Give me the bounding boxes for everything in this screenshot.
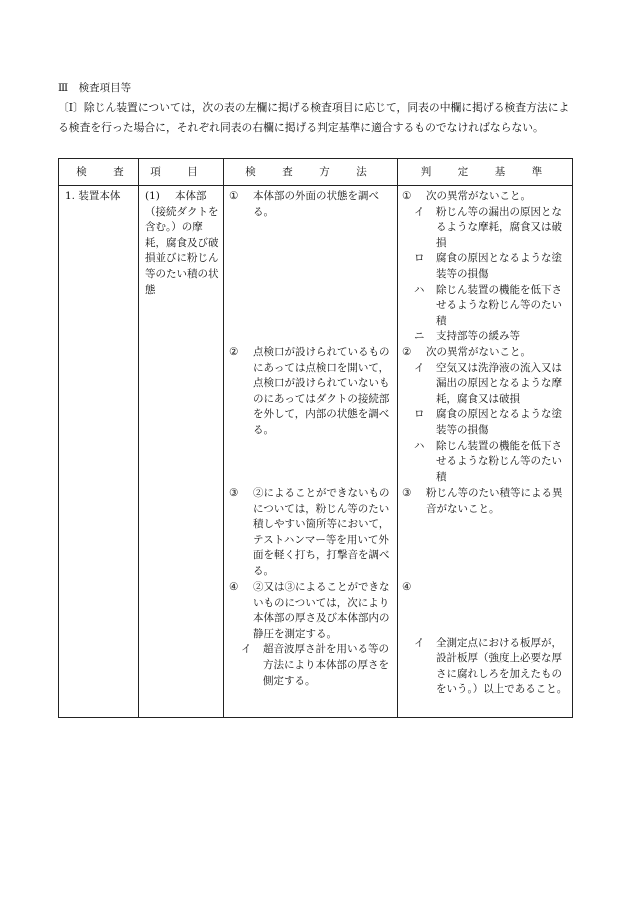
item-sub (145, 189, 219, 298)
inspection-table (58, 158, 573, 718)
criteria-1-sub-1-text: 粉じん等の漏出の原因となるような摩耗，腐食又は破損 (436, 205, 562, 249)
criteria-2-sub-1 (402, 361, 570, 408)
criteria-3-text: 粉じん等のたい積等による異音がないこと。 (426, 487, 563, 515)
section-heading: Ⅲ 検査項目等 (58, 82, 132, 94)
method-1-num: ① (229, 190, 239, 202)
criteria-4-sub-1 (402, 636, 570, 698)
item-main: 1. 装置本体 (65, 190, 121, 202)
criteria-4-num: ④ (402, 581, 412, 593)
header-divider (59, 185, 572, 186)
criteria-1-sub-2-mark: ロ (414, 252, 425, 265)
criteria-4-sub-1-mark: イ (414, 636, 425, 649)
criteria-2-sub-2 (402, 407, 570, 438)
criteria-4 (402, 580, 570, 698)
criteria-1-sub-3 (402, 283, 570, 330)
method-2-text: 点検口が設けられているものにあっては点検口を開いて，点検口が設けられていないものにあってはダクトの接続部を外して，内部の状態を調べる。 (253, 346, 390, 436)
criteria-3 (402, 486, 570, 517)
intro-text: 〔Ⅰ〕除じん装置については，次の表の左欄に掲げる検査項目に応じて，同表の中欄に掲げる検査方法による検査を行った場合に，それぞれ同表の右欄に掲げる判定基準に適合するものでなければならない。 (58, 101, 570, 134)
criteria-2-sub-1-mark: イ (414, 361, 425, 374)
header-item: 検 査 項 目 (76, 166, 206, 178)
col-divider-2 (397, 159, 398, 717)
criteria-2-sub-2-mark: ロ (414, 408, 425, 421)
criteria-4-sub-1-text: 全測定点における板厚が，設計板厚（強度上必要な厚さに腐れしろを加えたものをいう。）以上であること。 (436, 636, 568, 696)
method-4-num: ④ (229, 581, 239, 593)
header-criteria: 判 定 基 準 (420, 166, 551, 178)
criteria-2-sub-3 (402, 439, 570, 486)
method-2-num: ② (229, 346, 239, 358)
method-3-num: ③ (229, 487, 239, 499)
criteria-2-num: ② (402, 346, 412, 358)
method-4-sub-text: 超音波厚さ計を用いる等の方法により本体部の厚さを側定する。 (263, 643, 389, 687)
method-4-text: ②又は③によることができないものについては，次により本体部の厚さ及び本体部内の静圧を測定する。 (253, 581, 390, 640)
criteria-2-sub-1-text: 空気又は洗浄液の流入又は漏出の原因となるような摩耗，腐食又は破損 (436, 361, 562, 405)
criteria-1-num: ① (402, 190, 412, 202)
criteria-1 (402, 189, 570, 345)
criteria-2-sub-2-text: 腐食の原因となるような塗装等の損傷 (436, 408, 562, 436)
criteria-1-sub-3-mark: ハ (414, 283, 425, 296)
method-4-sub (229, 642, 391, 689)
intro-paragraph (58, 98, 578, 138)
method-4 (229, 580, 391, 689)
method-1 (229, 189, 391, 220)
criteria-1-sub-1 (402, 205, 570, 252)
col-divider-1 (223, 159, 224, 717)
criteria-1-sub-4-text: 支持部等の緩み等 (436, 330, 520, 343)
item-sub-number: (1) (145, 190, 160, 202)
criteria-1-sub-1-mark: イ (414, 205, 425, 218)
item-sub-text: 本体部（接続ダクトを含む。）の摩耗，腐食及び破損並びに粉じん等のたい積の状態 (145, 190, 219, 296)
criteria-2-sub-3-mark: ハ (414, 439, 425, 452)
criteria-3-num: ③ (402, 487, 412, 499)
method-2 (229, 345, 391, 439)
method-3-text: ②によることができないものについては，粉じん等のたい積しやすい箇所等において，テストハンマー等を用いて外面を軽く打ち，打撃音を調べる。 (253, 487, 390, 577)
criteria-2-sub-3-text: 除じん装置の機能を低下させるような粉じん等のたい積 (436, 439, 562, 483)
method-1-text: 本体部の外面の状態を調べる。 (253, 190, 379, 218)
col-divider-1a (138, 159, 139, 717)
criteria-1-sub-3-text: 除じん装置の機能を低下させるような粉じん等のたい積 (436, 283, 562, 327)
criteria-1-sub-4-mark: ニ (414, 330, 425, 343)
method-4-sub-mark: イ (241, 643, 252, 656)
method-3 (229, 486, 391, 580)
criteria-1-sub-4 (402, 329, 570, 345)
criteria-2-text: 次の異常がないこと。 (426, 346, 531, 358)
criteria-1-sub-2 (402, 251, 570, 282)
criteria-2 (402, 345, 570, 485)
header-method: 検 査 方 法 (245, 166, 375, 178)
criteria-1-sub-2-text: 腐食の原因となるような塗装等の損傷 (436, 252, 562, 280)
criteria-1-text: 次の異常がないこと。 (426, 190, 531, 202)
